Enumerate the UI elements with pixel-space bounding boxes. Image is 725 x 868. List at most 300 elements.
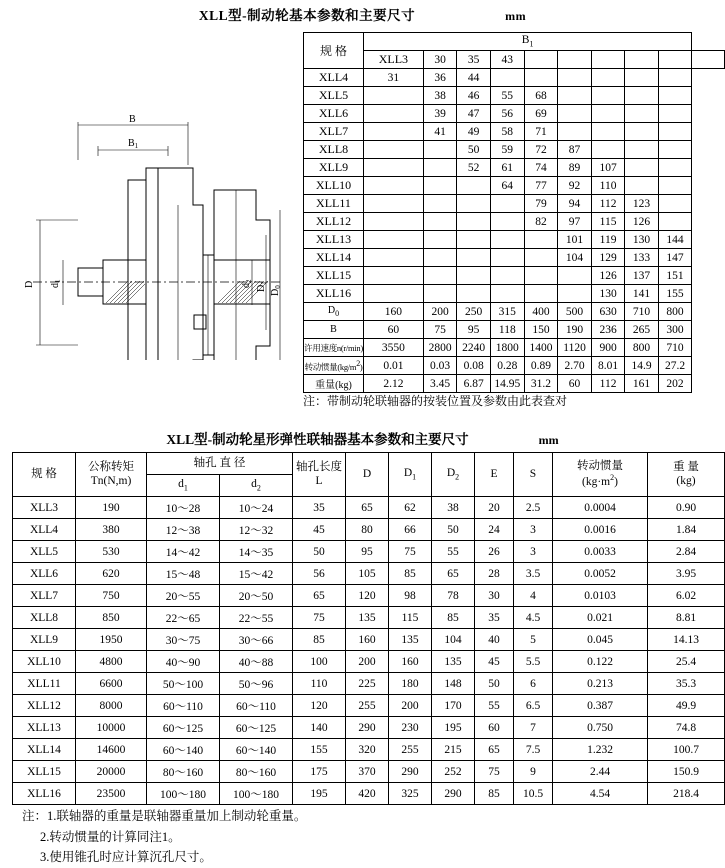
cell: 74 — [524, 159, 558, 177]
cell-S: 3 — [514, 519, 553, 541]
cell: 710 — [658, 339, 691, 357]
cell: 123 — [625, 195, 658, 213]
cell-weight: 218.4 — [648, 783, 725, 805]
cell — [364, 267, 424, 285]
cell-torque: 750 — [76, 585, 147, 607]
cell-d2: 40～88 — [220, 651, 293, 673]
cell: 82 — [524, 213, 558, 231]
cell-D1: 98 — [389, 585, 432, 607]
row-spec: XLL10 — [304, 177, 364, 195]
cell-d1: 50～100 — [147, 673, 220, 695]
cell: 2.12 — [364, 375, 424, 393]
cell-D1: 255 — [389, 739, 432, 761]
cell: 250 — [457, 303, 491, 321]
table-row — [304, 105, 725, 123]
cell-S: 4.5 — [514, 607, 553, 629]
cell — [625, 177, 658, 195]
cell-d1: 60～140 — [147, 739, 220, 761]
cell-S: 5 — [514, 629, 553, 651]
cell-L: 140 — [293, 717, 346, 739]
cell-d1: 10～28 — [147, 497, 220, 519]
row-spec: XLL12 — [13, 695, 76, 717]
cell: 41 — [423, 123, 457, 141]
cell: 315 — [490, 303, 524, 321]
table-row — [13, 717, 725, 739]
param-label: 转动惯量(kg/m2) — [304, 357, 364, 375]
cell-D: 420 — [346, 783, 389, 805]
table-row — [304, 231, 725, 249]
cell-torque: 10000 — [76, 717, 147, 739]
cell-inertia: 0.0052 — [553, 563, 648, 585]
cell — [558, 285, 592, 303]
row-spec: XLL12 — [304, 213, 364, 231]
cell — [490, 285, 524, 303]
cell: 31.2 — [524, 375, 558, 393]
cell: 77 — [524, 177, 558, 195]
header-bore-diameter: 轴孔 直 径 — [147, 453, 293, 475]
cell-L: 175 — [293, 761, 346, 783]
row-spec: XLL3 — [13, 497, 76, 519]
cell: 161 — [625, 375, 658, 393]
cell-inertia: 0.045 — [553, 629, 648, 651]
table-row — [13, 541, 725, 563]
cell — [364, 159, 424, 177]
cell: 1400 — [524, 339, 558, 357]
cell — [423, 159, 457, 177]
row-spec: XLL14 — [304, 249, 364, 267]
cell-torque: 620 — [76, 563, 147, 585]
cell — [625, 141, 658, 159]
cell — [423, 141, 457, 159]
cell-d2: 22～55 — [220, 607, 293, 629]
cell-inertia: 0.387 — [553, 695, 648, 717]
note-top: 注：带制动轮联轴器的按装位置及参数由此表查对 — [303, 394, 568, 408]
table-row — [13, 629, 725, 651]
cell-inertia: 1.232 — [553, 739, 648, 761]
footnote-1: 注：1.联轴器的重量是联轴器重量加上制动轮重量。 — [22, 809, 307, 823]
cell-d1: 100～180 — [147, 783, 220, 805]
cell-D2: 290 — [432, 783, 475, 805]
cell-D2: 78 — [432, 585, 475, 607]
cell: 58 — [490, 123, 524, 141]
row-spec: XLL5 — [304, 87, 364, 105]
cell — [364, 213, 424, 231]
cell-S: 9 — [514, 761, 553, 783]
cell — [524, 249, 558, 267]
row-spec: XLL9 — [304, 159, 364, 177]
cell: 87 — [558, 141, 592, 159]
cell-d2: 20～50 — [220, 585, 293, 607]
cell-E: 26 — [475, 541, 514, 563]
cell: 31 — [364, 69, 424, 87]
cell-D2: 252 — [432, 761, 475, 783]
cell-S: 5.5 — [514, 651, 553, 673]
cell: 89 — [558, 159, 592, 177]
cell: 133 — [625, 249, 658, 267]
cell-E: 50 — [475, 673, 514, 695]
cell-D: 160 — [346, 629, 389, 651]
cell-D1: 85 — [389, 563, 432, 585]
cell — [364, 105, 424, 123]
unit-bottom: mm — [538, 433, 559, 447]
cell-torque: 850 — [76, 607, 147, 629]
param-label: B — [304, 321, 364, 339]
param-label: 重量(kg) — [304, 375, 364, 393]
cell-E: 20 — [475, 497, 514, 519]
cell — [364, 177, 424, 195]
cell — [364, 231, 424, 249]
table-row-param — [304, 357, 725, 375]
cell — [457, 285, 491, 303]
row-spec: XLL3 — [364, 51, 424, 69]
cell: 97 — [558, 213, 592, 231]
cell — [558, 267, 592, 285]
cell: 265 — [625, 321, 658, 339]
cell-weight: 0.90 — [648, 497, 725, 519]
cell — [591, 87, 624, 105]
cell-L: 65 — [293, 585, 346, 607]
cell: 155 — [658, 285, 691, 303]
cell-d1: 22～65 — [147, 607, 220, 629]
cell: 2.70 — [558, 357, 592, 375]
table-bottom-wrapper — [12, 452, 725, 805]
cell-D1: 200 — [389, 695, 432, 717]
table-row — [304, 141, 725, 159]
cell-d2: 80～160 — [220, 761, 293, 783]
cell: 27.2 — [658, 357, 691, 375]
cell — [692, 51, 725, 69]
cell-L: 195 — [293, 783, 346, 805]
cell — [364, 141, 424, 159]
cell — [423, 267, 457, 285]
cell: 50 — [457, 141, 491, 159]
header-d1: $d_1$ — [147, 475, 220, 497]
cell — [490, 249, 524, 267]
brake-wheel-params-table — [303, 32, 725, 393]
cell-d1: 60～110 — [147, 695, 220, 717]
page-title-bottom — [0, 428, 725, 448]
cell: 61 — [490, 159, 524, 177]
svg-text:B: B — [129, 114, 136, 125]
cell-L: 110 — [293, 673, 346, 695]
cell-D1: 160 — [389, 651, 432, 673]
cell-D2: 65 — [432, 563, 475, 585]
cell-weight: 3.95 — [648, 563, 725, 585]
cell-D2: 170 — [432, 695, 475, 717]
cell-d2: 15～42 — [220, 563, 293, 585]
cell-E: 45 — [475, 651, 514, 673]
cell: 190 — [558, 321, 592, 339]
cell-d1: 40～90 — [147, 651, 220, 673]
cell — [524, 51, 558, 69]
cell-d2: 60～125 — [220, 717, 293, 739]
cell: 69 — [524, 105, 558, 123]
cell: 147 — [658, 249, 691, 267]
table-row — [304, 195, 725, 213]
cell: 60 — [364, 321, 424, 339]
cell-torque: 380 — [76, 519, 147, 541]
cell — [658, 195, 691, 213]
cell-S: 2.5 — [514, 497, 553, 519]
cell-D1: 325 — [389, 783, 432, 805]
cell-D: 225 — [346, 673, 389, 695]
table-row — [13, 651, 725, 673]
cell-E: 85 — [475, 783, 514, 805]
cell — [457, 249, 491, 267]
cell: 49 — [457, 123, 491, 141]
header-b1: $B_1$ — [364, 33, 692, 51]
row-spec: XLL7 — [304, 123, 364, 141]
cell: 39 — [423, 105, 457, 123]
table-row — [13, 739, 725, 761]
table-row — [304, 213, 725, 231]
cell — [457, 231, 491, 249]
cell — [658, 87, 691, 105]
cell: 0.01 — [364, 357, 424, 375]
cell — [490, 267, 524, 285]
row-spec: XLL9 — [13, 629, 76, 651]
cell-torque: 8000 — [76, 695, 147, 717]
cell-S: 4 — [514, 585, 553, 607]
cell — [524, 267, 558, 285]
svg-text:d1: $d_1$ — [50, 279, 62, 288]
table-row — [13, 585, 725, 607]
row-spec: XLL13 — [13, 717, 76, 739]
cell: 44 — [457, 69, 491, 87]
cell: 110 — [591, 177, 624, 195]
cell-weight: 14.13 — [648, 629, 725, 651]
cell-d2: 60～110 — [220, 695, 293, 717]
cell-inertia: 0.0103 — [553, 585, 648, 607]
cell-E: 60 — [475, 717, 514, 739]
cell-D: 95 — [346, 541, 389, 563]
table-row — [13, 783, 725, 805]
header-spec: 规 格 — [13, 453, 76, 497]
cell-D1: 62 — [389, 497, 432, 519]
cell-L: 50 — [293, 541, 346, 563]
cell — [490, 195, 524, 213]
cell: 200 — [423, 303, 457, 321]
cell: 59 — [490, 141, 524, 159]
cell — [591, 105, 624, 123]
param-label: 许用速度n(r/min) — [304, 339, 364, 357]
cell-D: 200 — [346, 651, 389, 673]
cell: 107 — [591, 159, 624, 177]
cell-D1: 135 — [389, 629, 432, 651]
cell: 75 — [423, 321, 457, 339]
cell-S: 6.5 — [514, 695, 553, 717]
cell — [658, 51, 691, 69]
row-spec: XLL8 — [13, 607, 76, 629]
cell-D2: 55 — [432, 541, 475, 563]
cell — [457, 195, 491, 213]
cell: 104 — [558, 249, 592, 267]
cell — [658, 69, 691, 87]
cell-D: 105 — [346, 563, 389, 585]
table-row — [13, 563, 725, 585]
cell — [524, 231, 558, 249]
table-row-param — [304, 375, 725, 393]
cell-d2: 10～24 — [220, 497, 293, 519]
cell: 150 — [524, 321, 558, 339]
cell — [490, 69, 524, 87]
footnote-2: 2.转动惯量的计算同注1。 — [40, 829, 181, 844]
svg-text:d2: $d_2$ — [241, 279, 253, 288]
cell: 400 — [524, 303, 558, 321]
cell — [591, 51, 624, 69]
cell: 95 — [457, 321, 491, 339]
cell — [423, 195, 457, 213]
cell-D2: 50 — [432, 519, 475, 541]
cell-inertia: 0.0033 — [553, 541, 648, 563]
cell-d1: 60～125 — [147, 717, 220, 739]
table-row — [13, 673, 725, 695]
cell-weight: 25.4 — [648, 651, 725, 673]
cell — [558, 105, 592, 123]
cell: 68 — [524, 87, 558, 105]
cell-E: 28 — [475, 563, 514, 585]
cell: 6.87 — [457, 375, 491, 393]
cell: 118 — [490, 321, 524, 339]
cell — [591, 69, 624, 87]
cell-weight: 74.8 — [648, 717, 725, 739]
cell-S: 10.5 — [514, 783, 553, 805]
page-title-top — [0, 4, 725, 24]
cell: 130 — [591, 285, 624, 303]
cell-inertia: 4.54 — [553, 783, 648, 805]
table-row — [304, 159, 725, 177]
cell-L: 56 — [293, 563, 346, 585]
cell — [625, 123, 658, 141]
cell-E: 65 — [475, 739, 514, 761]
cell-D2: 85 — [432, 607, 475, 629]
footnote-3: 3.使用锥孔时应计算沉孔尺寸。 — [40, 850, 212, 865]
cell: 35 — [457, 51, 491, 69]
cell-S: 7.5 — [514, 739, 553, 761]
table-row-param — [304, 339, 725, 357]
cell — [423, 231, 457, 249]
cell: 64 — [490, 177, 524, 195]
cell: 72 — [524, 141, 558, 159]
header-S: S — [514, 453, 553, 497]
row-spec: XLL13 — [304, 231, 364, 249]
svg-text:D: D — [24, 280, 35, 288]
cell-D: 120 — [346, 585, 389, 607]
header-spec: 规 格 — [304, 33, 364, 69]
cell: 36 — [423, 69, 457, 87]
cell: 3.45 — [423, 375, 457, 393]
cell-D2: 135 — [432, 651, 475, 673]
cell: 202 — [658, 375, 691, 393]
cell-torque: 14600 — [76, 739, 147, 761]
row-spec: XLL14 — [13, 739, 76, 761]
cell-E: 35 — [475, 607, 514, 629]
table-row — [13, 607, 725, 629]
header-weight: 重 量 (kg) — [648, 453, 725, 497]
cell-L: 35 — [293, 497, 346, 519]
coupling-drawing — [18, 60, 298, 360]
cell: 800 — [658, 303, 691, 321]
cell: 2800 — [423, 339, 457, 357]
row-spec: XLL16 — [304, 285, 364, 303]
cell: 1800 — [490, 339, 524, 357]
cell — [625, 69, 658, 87]
cell-inertia: 0.021 — [553, 607, 648, 629]
cell-S: 6 — [514, 673, 553, 695]
cell: 101 — [558, 231, 592, 249]
cell — [558, 123, 592, 141]
cell: 119 — [591, 231, 624, 249]
table-row — [304, 123, 725, 141]
cell: 130 — [625, 231, 658, 249]
footnotes — [22, 806, 306, 868]
cell — [658, 159, 691, 177]
cell-D1: 180 — [389, 673, 432, 695]
cell — [658, 141, 691, 159]
cell — [558, 51, 592, 69]
table-row-param — [304, 321, 725, 339]
title-bottom-text: XLL型-制动轮星形弹性联轴器基本参数和主要尺寸 — [166, 432, 469, 447]
cell-weight: 6.02 — [648, 585, 725, 607]
table-row — [304, 69, 725, 87]
cell-D2: 195 — [432, 717, 475, 739]
cell — [364, 249, 424, 267]
cell — [364, 285, 424, 303]
cell-inertia: 0.750 — [553, 717, 648, 739]
cell-D: 65 — [346, 497, 389, 519]
row-spec: XLL4 — [13, 519, 76, 541]
cell — [558, 87, 592, 105]
cell: 94 — [558, 195, 592, 213]
cell-d1: 20～55 — [147, 585, 220, 607]
cell-inertia: 0.0004 — [553, 497, 648, 519]
cell-d2: 30～66 — [220, 629, 293, 651]
title-top-text: XLL型-制动轮基本参数和主要尺寸 — [198, 8, 416, 23]
cell: 14.9 — [625, 357, 658, 375]
cell — [423, 249, 457, 267]
cell-d2: 100～180 — [220, 783, 293, 805]
cell-d1: 15～48 — [147, 563, 220, 585]
header-bore-length: 轴孔长度 L — [293, 453, 346, 497]
cell-weight: 150.9 — [648, 761, 725, 783]
cell — [658, 177, 691, 195]
row-spec: XLL6 — [304, 105, 364, 123]
row-spec: XLL11 — [304, 195, 364, 213]
cell: 144 — [658, 231, 691, 249]
cell-D1: 115 — [389, 607, 432, 629]
table-top-wrapper — [303, 32, 725, 393]
cell-L: 120 — [293, 695, 346, 717]
table-row — [13, 761, 725, 783]
cell: 71 — [524, 123, 558, 141]
cell: 52 — [457, 159, 491, 177]
cell — [457, 213, 491, 231]
cell-torque: 23500 — [76, 783, 147, 805]
cell — [625, 105, 658, 123]
cell-E: 30 — [475, 585, 514, 607]
cell-inertia: 0.0016 — [553, 519, 648, 541]
cell: 160 — [364, 303, 424, 321]
coupling-params-table — [12, 452, 725, 805]
row-spec: XLL5 — [13, 541, 76, 563]
cell: 710 — [625, 303, 658, 321]
cell-L: 75 — [293, 607, 346, 629]
cell: 14.95 — [490, 375, 524, 393]
cell-E: 55 — [475, 695, 514, 717]
cell: 0.03 — [423, 357, 457, 375]
svg-text:D0: $D_0$ — [270, 285, 282, 296]
cell: 630 — [591, 303, 624, 321]
